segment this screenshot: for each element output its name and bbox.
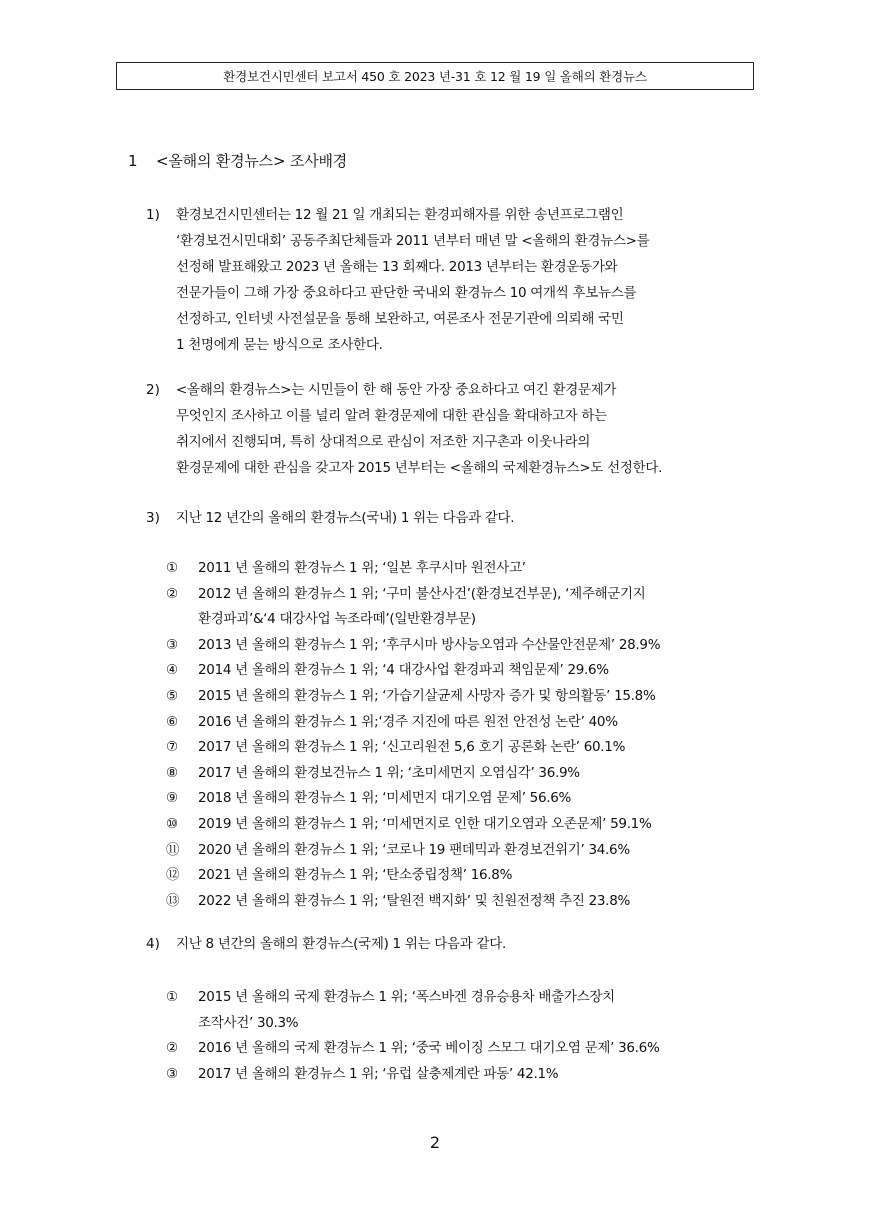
paragraph-line: 1 천명에게 묻는 방식으로 조사한다. bbox=[176, 337, 383, 353]
list-item-text: 2017 년 올해의 환경뉴스 1 위; ‘신고리원전 5,6 호기 공론화 논란’ 60.1% bbox=[198, 739, 626, 756]
list-marker: ⑥ bbox=[166, 713, 179, 730]
paragraph-line: 전문가들이 그해 가장 중요하다고 판단한 국내외 환경뉴스 10 여개씩 후보뉴스를 bbox=[176, 285, 637, 301]
list-marker: ⑩ bbox=[166, 815, 179, 832]
list-marker: ⑫ bbox=[166, 867, 180, 884]
list-item bbox=[166, 863, 660, 889]
paragraph-4 bbox=[146, 931, 506, 957]
list-item-text: 2017 년 올해의 환경보건뉴스 1 위; ‘초미세먼지 오염심각’ 36.9% bbox=[198, 764, 580, 781]
paragraph-number: 3) bbox=[146, 510, 160, 526]
list-marker: ⑪ bbox=[166, 841, 180, 858]
list-item bbox=[166, 582, 660, 633]
section-number: 1 bbox=[128, 152, 138, 170]
list-marker: ① bbox=[166, 560, 179, 576]
list-marker: ⑨ bbox=[166, 790, 179, 807]
list-item-text: 2016 년 올해의 환경뉴스 1 위;‘경주 지진에 따른 원전 안전성 논란’ 40% bbox=[198, 713, 618, 730]
paragraph-line: 무엇인지 조사하고 이를 널리 알려 환경문제에 대한 관심을 확대하고자 하는 bbox=[176, 408, 607, 424]
list-item bbox=[166, 556, 660, 582]
paragraph-line: 지난 12 년간의 올해의 환경뉴스(국내) 1 위는 다음과 같다. bbox=[176, 510, 515, 526]
list-item-text: 2022 년 올해의 환경뉴스 1 위; ‘탈원전 백지화’ 및 친원전정책 추진 23.8% bbox=[198, 892, 631, 909]
list-marker: ① bbox=[166, 989, 179, 1005]
list-item-text: 2012 년 올해의 환경뉴스 1 위; ‘구미 불산사건’(환경보건부문), ‘제주해군기지 bbox=[198, 585, 646, 602]
paragraph-line: ‘환경보건시민대회’ 공동주최단체들과 2011 년부터 매년 말 <올해의 환경뉴스>를 bbox=[176, 233, 650, 249]
list-item bbox=[166, 812, 660, 838]
list-marker: ③ bbox=[166, 1065, 179, 1082]
paragraph-number: 2) bbox=[146, 382, 160, 398]
report-header bbox=[116, 62, 754, 90]
list-item bbox=[166, 735, 660, 761]
list-marker: ⑧ bbox=[166, 764, 179, 781]
list-marker: ③ bbox=[166, 636, 179, 653]
list-item bbox=[166, 1036, 659, 1062]
list-item bbox=[166, 710, 660, 736]
list-item bbox=[166, 838, 660, 864]
list-item bbox=[166, 761, 660, 787]
list-item-text: 환경파괴’&‘4 대강사업 녹조라떼’(일반환경부문) bbox=[198, 611, 476, 628]
list-item-text: 2014 년 올해의 환경뉴스 1 위; ‘4 대강사업 환경파괴 책임문제’ 29.6% bbox=[198, 662, 609, 679]
report-header-text: 환경보건시민센터 보고서 450 호 2023 년-31 호 12 월 19 일 올해의 환경뉴스 bbox=[223, 69, 647, 84]
paragraph-3 bbox=[146, 505, 514, 531]
list-item bbox=[166, 889, 660, 915]
list-marker: ② bbox=[166, 1040, 179, 1057]
list-marker: ④ bbox=[166, 662, 179, 679]
list-marker: ⑦ bbox=[166, 739, 179, 756]
list-item bbox=[166, 658, 660, 684]
paragraph-number: 1) bbox=[146, 207, 160, 223]
list-item-text: 2013 년 올해의 환경뉴스 1 위; ‘후쿠시마 방사능오염과 수산물안전문제’ 28.9% bbox=[198, 636, 661, 653]
list-item-text: 2020 년 올해의 환경뉴스 1 위; ‘코로나 19 팬데믹과 환경보건위기’ 34.6% bbox=[198, 841, 630, 858]
list-item bbox=[166, 985, 659, 1036]
list-item bbox=[166, 1062, 659, 1088]
list-item bbox=[166, 786, 660, 812]
international-news-list bbox=[166, 985, 659, 1087]
paragraph-2 bbox=[146, 377, 662, 481]
paragraph-line: 선정해 발표해왔고 2023 년 올해는 13 회째다. 2013 년부터는 환경운동가와 bbox=[176, 259, 618, 275]
list-item-text: 2015 년 올해의 환경뉴스 1 위; ‘가습기살균제 사망자 증가 및 항의활동’ 15.8% bbox=[198, 687, 656, 704]
paragraph-line: 지난 8 년간의 올해의 환경뉴스(국제) 1 위는 다음과 같다. bbox=[176, 936, 506, 952]
list-item-text: 2021 년 올해의 환경뉴스 1 위; ‘탄소중립정책’ 16.8% bbox=[198, 867, 513, 884]
list-item-text: 2018 년 올해의 환경뉴스 1 위; ‘미세먼지 대기오염 문제’ 56.6% bbox=[198, 790, 572, 807]
paragraph-line: 선정하고, 인터넷 사전설문을 통해 보완하고, 여론조사 전문기관에 의뢰해 국민 bbox=[176, 311, 624, 327]
paragraph-line: <올해의 환경뉴스>는 시민들이 한 해 동안 가장 중요하다고 여긴 환경문제가 bbox=[176, 382, 617, 398]
list-item-text: 2016 년 올해의 국제 환경뉴스 1 위; ‘중국 베이징 스모그 대기오염 문제’ 36.6% bbox=[198, 1040, 660, 1057]
paragraph-number: 4) bbox=[146, 936, 160, 952]
list-item bbox=[166, 633, 660, 659]
list-marker: ② bbox=[166, 585, 179, 602]
list-item-text: 2017 년 올해의 환경뉴스 1 위; ‘유럽 살충제계란 파동’ 42.1% bbox=[198, 1065, 559, 1082]
list-marker: ⑬ bbox=[166, 892, 180, 909]
list-item-text: 2011 년 올해의 환경뉴스 1 위; ‘일본 후쿠시마 원전사고’ bbox=[198, 560, 526, 576]
domestic-news-list bbox=[166, 556, 660, 914]
paragraph-line: 취지에서 진행되며, 특히 상대적으로 관심이 저조한 지구촌과 이웃나라의 bbox=[176, 434, 591, 450]
list-item-text: 2019 년 올해의 환경뉴스 1 위; ‘미세먼지로 인한 대기오염과 오존문제’ 59.1% bbox=[198, 815, 652, 832]
list-marker: ⑤ bbox=[166, 687, 179, 704]
page-number: 2 bbox=[429, 1133, 441, 1152]
paragraph-line: 환경문제에 대한 관심을 갖고자 2015 년부터는 <올해의 국제환경뉴스>도 선정한다. bbox=[176, 460, 663, 476]
list-item-text: 2015 년 올해의 국제 환경뉴스 1 위; ‘폭스바겐 경유승용차 배출가스장치 bbox=[198, 989, 615, 1005]
list-item-text: 조작사건’ 30.3% bbox=[198, 1014, 299, 1031]
paragraph-1 bbox=[146, 202, 649, 358]
paragraph-line: 환경보건시민센터는 12 월 21 일 개최되는 환경피해자를 위한 송년프로그램인 bbox=[176, 207, 624, 223]
list-item bbox=[166, 684, 660, 710]
section-heading bbox=[128, 150, 347, 171]
section-title: <올해의 환경뉴스> 조사배경 bbox=[156, 152, 348, 170]
